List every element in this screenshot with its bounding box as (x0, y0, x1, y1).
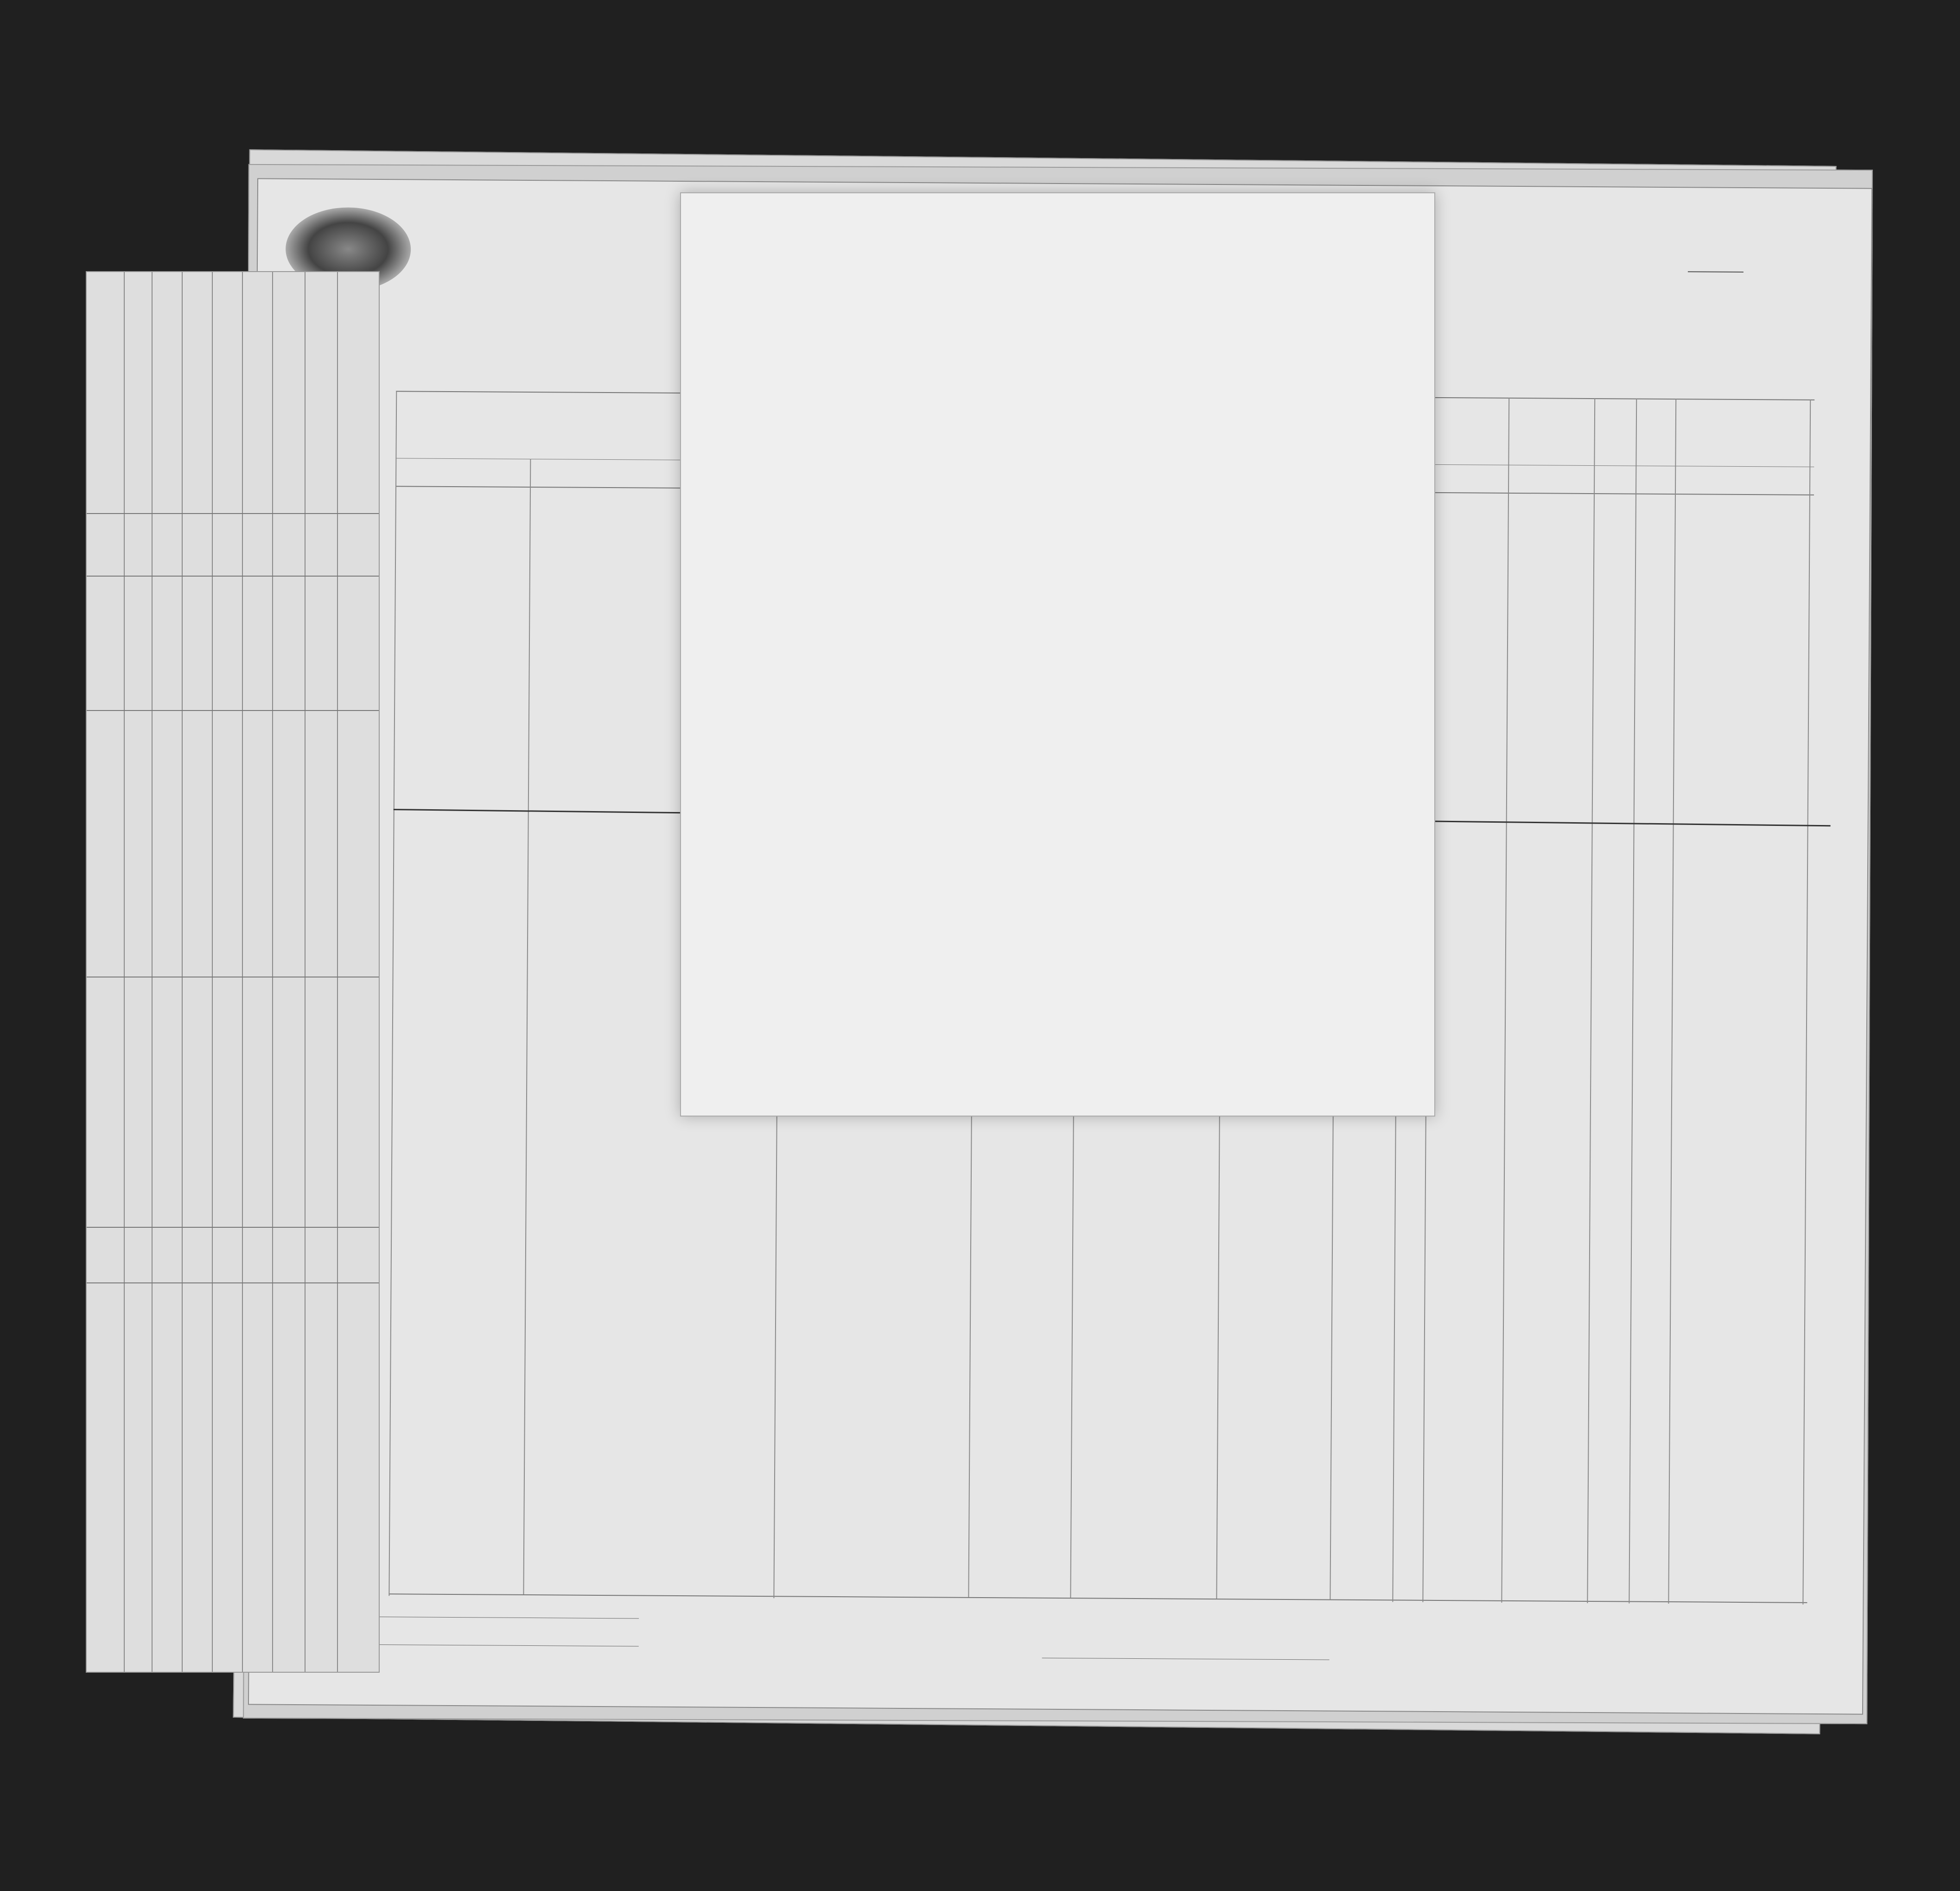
physical-marks-header (1685, 440, 1805, 441)
name-in-full-header (461, 433, 618, 434)
family-name-header (400, 467, 530, 468)
col-number (1513, 409, 1590, 410)
list-of-ports-sheet (680, 192, 1435, 1117)
col-number (1680, 410, 1805, 411)
sheet-underline (1688, 271, 1744, 273)
fine-note (1357, 1644, 1784, 1646)
given-name-header (535, 468, 674, 469)
discharge-note (1817, 784, 1928, 799)
discharged-seamen-strip (86, 271, 380, 1673)
col-number (516, 403, 563, 404)
race-header (1434, 455, 1503, 456)
